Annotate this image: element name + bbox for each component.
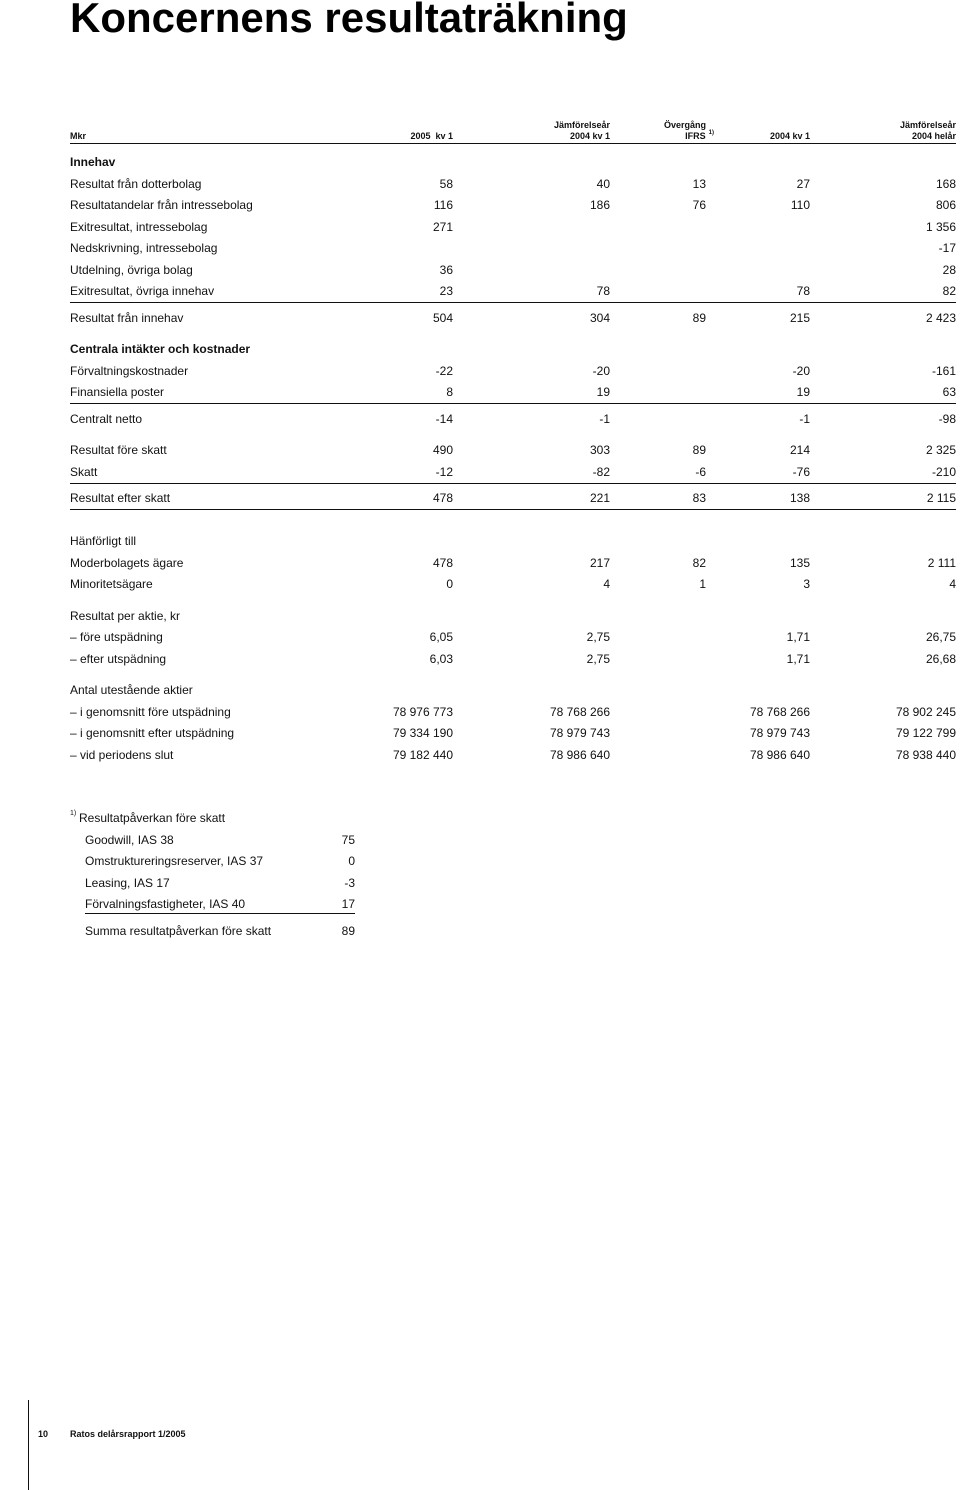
cell-2004-kv1-ifrs: 135	[789, 556, 810, 570]
cell-2005-kv1: 8	[446, 385, 453, 399]
cell-2004-kv1-ifrs: 78 986 640	[749, 748, 810, 762]
table-row	[0, 385, 960, 399]
row-label: – i genomsnitt före utspädning	[70, 705, 231, 719]
cell-2004-kv1-ifrs: 19	[796, 385, 810, 399]
footnote-total-label: Summa resultatpåverkan före skatt	[85, 924, 272, 938]
cell-2004-kv1-ifrs: 1,71	[786, 630, 810, 644]
group-heading	[0, 534, 960, 548]
cell-2004-helar: 2 325	[925, 443, 956, 457]
cell-2004-helar: -210	[931, 465, 956, 479]
footnote-total-value: 89	[341, 924, 355, 938]
cell-2004-kv1: 217	[589, 556, 610, 570]
row-label: Resultat från dotterbolag	[70, 177, 202, 191]
cell-2004-helar: 2 111	[927, 556, 956, 570]
row-label: Moderbolagets ägare	[70, 556, 184, 570]
table-row-subtotal	[0, 311, 960, 325]
page-number: 10	[38, 1429, 49, 1439]
section-heading	[0, 155, 960, 169]
footnote-value: 0	[348, 854, 355, 868]
cell-2004-kv1: 78 986 640	[549, 748, 610, 762]
table-row	[0, 726, 960, 740]
table-row	[0, 220, 960, 234]
row-label: Utdelning, övriga bolag	[70, 263, 193, 277]
group-heading-label: Resultat per aktie, kr	[70, 609, 181, 623]
row-label: Resultatandelar från intressebolag	[70, 198, 253, 212]
group-heading-label: Antal utestående aktier	[70, 683, 193, 697]
row-label: Exitresultat, intressebolag	[70, 220, 208, 234]
footnote-row	[0, 876, 960, 890]
cell-2004-helar: 78 938 440	[895, 748, 956, 762]
header-col-2004-kv1-ifrs: 2004 kv 1	[769, 131, 810, 141]
footnote-row	[0, 833, 960, 847]
header-col-2004-kv1: 2004 kv 1	[569, 131, 610, 141]
row-label: – i genomsnitt efter utspädning	[70, 726, 235, 740]
cell-2004-helar: -17	[938, 241, 956, 255]
footnote-heading	[0, 811, 960, 825]
cell-2005-kv1: 58	[439, 177, 453, 191]
row-label: Förvaltningskostnader	[70, 364, 189, 378]
cell-2004-kv1: 78	[596, 284, 610, 298]
cell-2004-helar: -98	[938, 412, 956, 426]
header-col-2004-helar-group: Jämförelseår	[899, 120, 956, 130]
cell-2005-kv1: 36	[439, 263, 453, 277]
cell-2004-kv1-ifrs: 78 979 743	[749, 726, 810, 740]
header-col-ifrs-label: IFRS	[685, 131, 706, 141]
footnote-value: 75	[341, 833, 355, 847]
footnote-row	[0, 854, 960, 868]
cell-2004-kv1-ifrs: 215	[789, 311, 810, 325]
cell-2004-kv1-ifrs: 78	[796, 284, 810, 298]
cell-2005-kv1: 0	[446, 577, 453, 591]
cell-2004-helar: 4	[949, 577, 956, 591]
publication-name: Ratos delårsrapport 1/2005	[70, 1429, 186, 1439]
cell-2004-helar: 168	[935, 177, 956, 191]
cell-2004-helar: 26,75	[925, 630, 956, 644]
cell-ifrs-transition: 1	[699, 577, 706, 591]
divider	[70, 509, 956, 510]
cell-ifrs-transition: 82	[692, 556, 706, 570]
row-label: Skatt	[70, 465, 98, 479]
cell-2004-kv1: 186	[589, 198, 610, 212]
table-row	[0, 630, 960, 644]
cell-2004-kv1: 2,75	[586, 630, 610, 644]
cell-ifrs-transition: 13	[692, 177, 706, 191]
divider	[70, 403, 956, 404]
cell-2004-helar: 26,68	[925, 652, 956, 666]
cell-2005-kv1: -22	[435, 364, 453, 378]
footnote-marker: 1)	[70, 810, 77, 817]
section-heading	[0, 342, 960, 356]
divider	[70, 143, 956, 144]
cell-2004-kv1-ifrs: 3	[803, 577, 810, 591]
footnote-label: Leasing, IAS 17	[85, 876, 170, 890]
row-label: – vid periodens slut	[70, 748, 174, 762]
footnote-value: -3	[344, 876, 355, 890]
cell-2005-kv1: 79 334 190	[392, 726, 453, 740]
table-row	[0, 177, 960, 191]
cell-2005-kv1: 79 182 440	[392, 748, 453, 762]
cell-2004-kv1-ifrs: 110	[790, 198, 810, 212]
table-row	[0, 556, 960, 570]
cell-2004-kv1: 78 768 266	[549, 705, 610, 719]
cell-2004-kv1: 78 979 743	[549, 726, 610, 740]
table-row-subtotal	[0, 412, 960, 426]
row-label: Finansiella poster	[70, 385, 165, 399]
cell-2004-kv1-ifrs: 78 768 266	[749, 705, 810, 719]
row-label: – efter utspädning	[70, 652, 167, 666]
cell-2004-helar: 82	[942, 284, 956, 298]
row-label: Centralt netto	[70, 412, 143, 426]
cell-2004-kv1-ifrs: 1,71	[786, 652, 810, 666]
header-col-ifrs-note: 1)	[708, 130, 714, 136]
cell-2004-helar: -161	[931, 364, 956, 378]
cell-2005-kv1: 478	[432, 556, 453, 570]
cell-2004-kv1-ifrs: 138	[789, 491, 810, 505]
cell-2004-helar: 28	[942, 263, 956, 277]
group-heading-label: Hänförligt till	[70, 534, 137, 548]
footer-rule	[28, 1400, 29, 1490]
header-col-2005-kv1: 2005 kv 1	[410, 131, 453, 141]
footnote-title: Resultatpåverkan före skatt	[79, 811, 226, 825]
footnote-value: 17	[341, 897, 355, 911]
divider	[70, 302, 956, 303]
cell-2004-helar: 78 902 245	[895, 705, 956, 719]
cell-2005-kv1: 490	[432, 443, 453, 457]
footnote-label: Goodwill, IAS 38	[85, 833, 174, 847]
cell-2005-kv1: 504	[432, 311, 453, 325]
cell-ifrs-transition: 83	[692, 491, 706, 505]
table-row	[0, 705, 960, 719]
cell-2004-kv1-ifrs: 214	[789, 443, 810, 457]
cell-2004-helar: 2 423	[925, 311, 956, 325]
row-label: Resultat före skatt	[70, 443, 167, 457]
cell-2004-kv1: 304	[589, 311, 610, 325]
cell-2004-kv1: 221	[589, 491, 610, 505]
header-col-2004-helar: 2004 helår	[911, 131, 956, 141]
cell-2005-kv1: 478	[432, 491, 453, 505]
table-row	[0, 652, 960, 666]
header-col-2004-kv1-group: Jämförelseår	[553, 120, 610, 130]
cell-2004-kv1: 40	[596, 177, 610, 191]
header-col-ifrs-group: Övergång	[663, 120, 706, 130]
footnote-label: Omstruktureringsreserver, IAS 37	[85, 854, 264, 868]
footnote-divider	[85, 913, 355, 914]
page-title: Koncernens resultaträkning	[70, 0, 628, 41]
cell-2004-helar: 806	[935, 198, 956, 212]
group-heading	[0, 683, 960, 697]
cell-2005-kv1: -12	[435, 465, 453, 479]
cell-2005-kv1: 6,05	[429, 630, 453, 644]
cell-2004-kv1: -82	[592, 465, 610, 479]
cell-2004-kv1-ifrs: 27	[796, 177, 810, 191]
cell-2005-kv1: -14	[435, 412, 453, 426]
cell-2005-kv1: 116	[433, 198, 453, 212]
cell-2004-helar: 2 115	[926, 491, 956, 505]
cell-2004-kv1-ifrs: -20	[792, 364, 810, 378]
row-label: Nedskrivning, intressebolag	[70, 241, 218, 255]
cell-2004-kv1-ifrs: -1	[799, 412, 810, 426]
header-group-row	[0, 120, 960, 131]
cell-2005-kv1: 23	[439, 284, 453, 298]
row-label: Minoritetsägare	[70, 577, 153, 591]
cell-2004-helar: 1 356	[925, 220, 956, 234]
cell-2004-kv1: -20	[592, 364, 610, 378]
cell-2005-kv1: 271	[432, 220, 453, 234]
section-heading-label: Innehav	[70, 155, 116, 169]
row-label: – före utspädning	[70, 630, 163, 644]
table-row	[0, 263, 960, 277]
header-unit: Mkr	[70, 131, 87, 141]
row-label: Resultat från innehav	[70, 311, 184, 325]
table-row-total	[0, 491, 960, 505]
footnote-label: Förvalningsfastigheter, IAS 40	[85, 897, 246, 911]
cell-2004-kv1: 2,75	[586, 652, 610, 666]
table-row	[0, 748, 960, 762]
table-row	[0, 443, 960, 457]
table-row	[0, 364, 960, 378]
table-row	[0, 284, 960, 298]
section-heading-label: Centrala intäkter och kostnader	[70, 342, 251, 356]
cell-ifrs-transition: -6	[695, 465, 706, 479]
table-row	[0, 577, 960, 591]
cell-2005-kv1: 78 976 773	[392, 705, 453, 719]
cell-ifrs-transition: 89	[692, 443, 706, 457]
cell-2004-kv1: -1	[599, 412, 610, 426]
footnote-row	[0, 897, 960, 911]
cell-ifrs-transition: 76	[692, 198, 706, 212]
divider	[70, 483, 956, 484]
cell-2004-kv1: 4	[603, 577, 610, 591]
header-period-row	[0, 131, 960, 142]
cell-ifrs-transition: 89	[692, 311, 706, 325]
cell-2004-helar: 63	[942, 385, 956, 399]
cell-2004-helar: 79 122 799	[895, 726, 956, 740]
footnote-total	[0, 924, 960, 938]
cell-2005-kv1: 6,03	[429, 652, 453, 666]
cell-2004-kv1: 303	[589, 443, 610, 457]
group-heading	[0, 609, 960, 623]
row-label: Exitresultat, övriga innehav	[70, 284, 215, 298]
cell-2004-kv1-ifrs: -76	[792, 465, 810, 479]
row-label: Resultat efter skatt	[70, 491, 171, 505]
table-row	[0, 465, 960, 479]
table-row	[0, 241, 960, 255]
cell-2004-kv1: 19	[596, 385, 610, 399]
table-row	[0, 198, 960, 212]
